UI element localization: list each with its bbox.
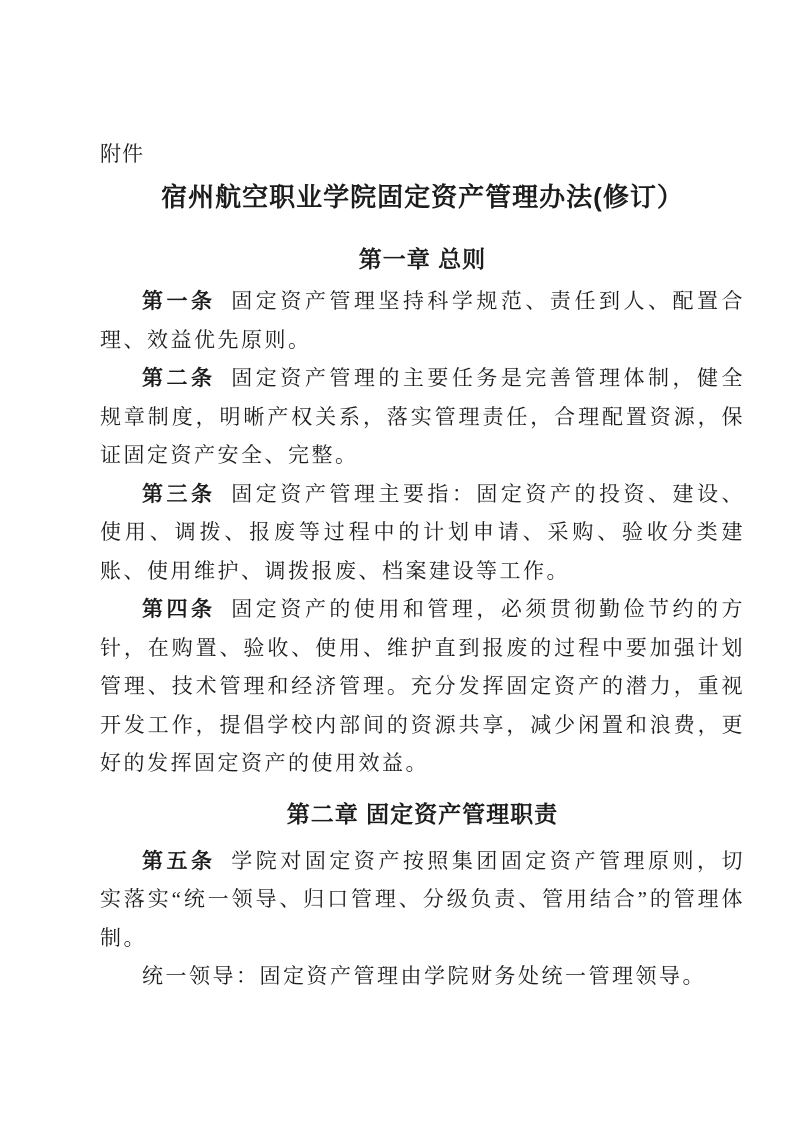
article-2-label: 第二条 [142, 366, 216, 390]
article-3-text: 固定资产管理主要指：固定资产的投资、建设、使用、调拨、报废等过程中的计划申请、采购、验收分类建账、使用维护、调拨报废、档案建设等工作。 [100, 481, 746, 583]
chapter-1-heading: 第一章 总则 [358, 246, 487, 272]
article-1-text: 固定资产管理坚持科学规范、责任到人、配置合理、效益优先原则。 [100, 289, 746, 352]
article-4-text: 固定资产的使用和管理，必须贯彻勤俭节约的方针，在购置、验收、使用、维护直到报废的过程中要加强计划管理、技术管理和经济管理。充分发挥固定资产的潜力，重视开发工作，提倡学校内部间的资源共享，减少闲置和浪费，更好的发挥固定资产的使用效益。 [100, 597, 746, 775]
article-3 [100, 475, 745, 591]
article-1-label: 第一条 [142, 289, 216, 313]
article-2 [100, 359, 745, 475]
article-6-text: 统一领导：固定资产管理由学院财务处统一管理领导。 [142, 964, 706, 988]
chapter-2-heading: 第二章 固定资产管理职责 [286, 800, 559, 827]
article-4 [100, 590, 745, 783]
article-5 [100, 842, 745, 958]
article-4-label: 第四条 [142, 597, 216, 621]
article-5-label: 第五条 [142, 848, 216, 873]
article-5-text: 学院对固定资产按照集团固定资产管理原则，切实落实“统一领导、归口管理、分级负责、管用结合”的管理体制。 [100, 848, 746, 950]
attachment-label: 附件 [100, 142, 144, 166]
article-2-text: 固定资产管理的主要任务是完善管理体制，健全规章制度，明晰产权关系，落实管理责任，合理配置资源，保证固定资产安全、完整。 [100, 366, 746, 467]
article-6 [100, 957, 745, 996]
article-3-label: 第三条 [142, 481, 216, 506]
article-1 [100, 282, 745, 359]
document-title: 宿州航空职业学院固定资产管理办法(修订） [161, 182, 684, 212]
